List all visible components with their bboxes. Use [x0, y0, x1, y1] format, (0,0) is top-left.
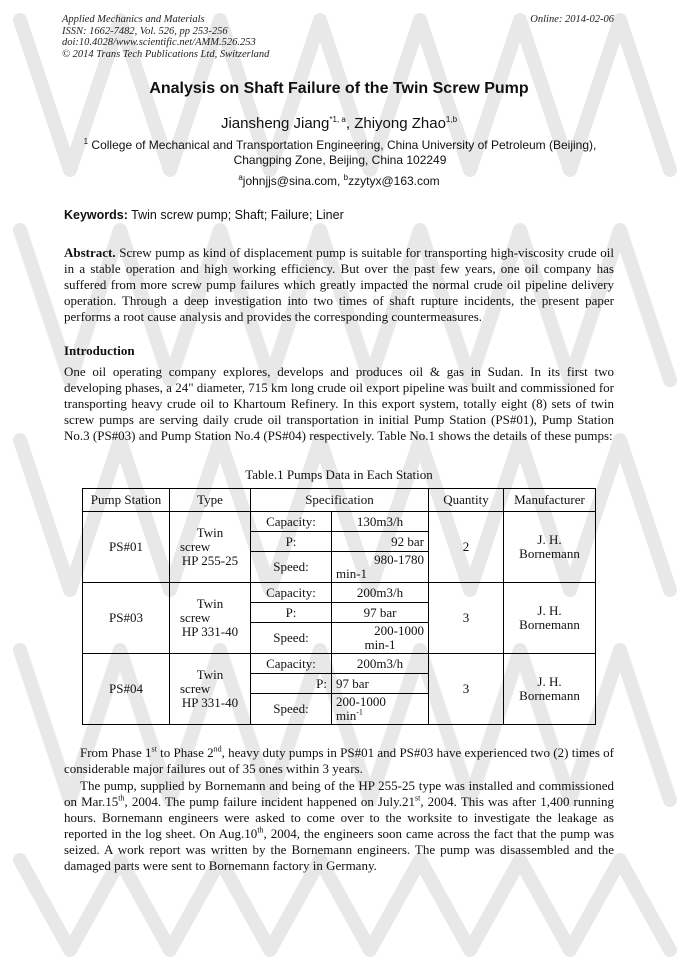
author-1: Jiansheng Jiang — [220, 115, 330, 132]
cell-pressure-label: P: — [251, 532, 332, 552]
cell-manufacturer — [504, 512, 596, 583]
cell-quantity: 3 — [429, 583, 504, 654]
speed-range: 200-1000 — [336, 694, 386, 709]
email-b-marker: b — [343, 173, 349, 182]
text-run: The pump, supplied by Bornemann and being of the HP 255-25 type was installed and commissioned on Mar.15 — [64, 778, 614, 809]
cell-speed-label: Speed: — [251, 552, 332, 583]
cell-pressure-value: 97 bar — [332, 603, 429, 623]
table-header-row — [83, 489, 596, 512]
introduction-paragraph: One oil operating company explores, develops and produces oil & gas in Sudan. In its first two developing phases, a 24" diameter, 715 km long crude oil export pipeline was built and commissioned for transporting heavy crude oil to Khartoum Refinery. In this export system, totally eight (8) sets of twin screw pumps are serving daily crude oil transportation in initial Pump Station (PS#01), Pump Station No.3 (PS#03) and Pump Station No.4 (PS#04) respectively. Table No.1 shows the details of these pumps: — [64, 364, 614, 443]
ordinal-sup: th — [118, 793, 125, 803]
cell-capacity-label: Capacity: — [251, 654, 332, 674]
speed-range: 200-1000 — [374, 623, 424, 638]
manufacturer-line: Bornemann — [519, 546, 580, 561]
journal-copyright: © 2014 Trans Tech Publications Ltd, Switzerland — [62, 48, 270, 60]
cell-pressure-value: 92 bar — [332, 532, 429, 552]
header-manufacturer: Manufacturer — [504, 489, 596, 512]
text-run: , heavy duty pumps in PS#01 and PS#03 have experienced two (2) times of considerable major failures out of 35 ones within 3 years. — [64, 745, 614, 776]
type-line: HP 331-40 — [181, 695, 239, 710]
text-run: , 2004. This was after 1,400 running hours. Bornemann engineers were asked to come over to the worksite to investigate the leakage as reported in the log sheet. On Aug.10 — [64, 794, 614, 841]
paper-title: Analysis on Shaft Failure of the Twin Screw Pump — [149, 80, 529, 97]
speed-unit-sup: -1 — [356, 707, 363, 717]
author-2: Zhiyong Zhao — [354, 115, 446, 132]
text-run: , 2004. The pump failure incident happened on July.21 — [124, 794, 415, 809]
table-row — [83, 654, 596, 674]
ordinal-sup: th — [257, 825, 264, 835]
cell-manufacturer — [504, 583, 596, 654]
pumps-table — [82, 488, 596, 725]
table-caption: Table.1 Pumps Data in Each Station — [245, 467, 433, 482]
email-a: johnjjs@sina.com, — [242, 174, 344, 188]
cell-speed-label: Speed: — [251, 694, 332, 725]
keywords-text: Twin screw pump; Shaft; Failure; Liner — [127, 208, 344, 222]
type-line: Twin — [196, 667, 224, 682]
speed-unit-text: min-1 — [336, 566, 368, 581]
affiliation-marker: 1 — [83, 137, 89, 146]
online-date: Online: 2014-02-06 — [530, 14, 614, 25]
cell-capacity-value: 200m3/h — [332, 654, 429, 674]
email-b: zzytyx@163.com — [348, 174, 440, 188]
cell-capacity-value: 130m3/h — [332, 512, 429, 532]
cell-manufacturer — [504, 654, 596, 725]
ordinal-sup: st — [151, 744, 157, 754]
affiliation-line-2: Changping Zone, Beijing, China 102249 — [233, 153, 447, 167]
cell-pressure-value: 97 bar — [332, 674, 429, 694]
type-line: screw — [180, 539, 211, 554]
cell-station: PS#04 — [83, 654, 170, 725]
speed-unit-text: min-1 — [364, 637, 396, 652]
speed-unit — [336, 567, 424, 581]
author-2-marker: 1,b — [445, 115, 458, 124]
author-list — [0, 115, 678, 132]
type-line: HP 331-40 — [181, 624, 239, 639]
cell-station: PS#03 — [83, 583, 170, 654]
journal-issn: ISSN: 1662-7482, Vol. 526, pp 253-256 — [62, 25, 228, 37]
cell-quantity: 2 — [429, 512, 504, 583]
affiliation — [60, 138, 620, 168]
cell-speed-value — [332, 694, 429, 725]
author-separator: , — [345, 115, 355, 132]
cell-type — [170, 654, 251, 725]
text-run: From Phase 1 — [80, 745, 152, 760]
journal-name: Applied Mechanics and Materials — [62, 14, 205, 25]
keywords-label: Keywords: — [64, 208, 128, 222]
author-emails — [0, 174, 678, 188]
cell-pressure-label: P: — [251, 674, 332, 694]
cell-quantity: 3 — [429, 654, 504, 725]
abstract-label: Abstract. — [64, 245, 116, 260]
manufacturer-line: J. H. — [537, 532, 562, 547]
cell-speed-value — [332, 623, 429, 654]
type-line: HP 255-25 — [181, 553, 239, 568]
manufacturer-line: Bornemann — [519, 688, 580, 703]
section-heading-introduction: Introduction — [64, 343, 135, 358]
manufacturer-line: J. H. — [537, 603, 562, 618]
cell-capacity-label: Capacity: — [251, 512, 332, 532]
table-row — [83, 512, 596, 532]
text-run: to Phase 2 — [156, 745, 214, 760]
journal-header — [62, 14, 269, 60]
journal-doi: doi:10.4028/www.scientific.net/AMM.526.253 — [62, 37, 256, 48]
speed-unit-text: min — [336, 708, 357, 723]
body-paragraph-2 — [64, 778, 614, 874]
cell-pressure-label: P: — [251, 603, 332, 623]
text-run: , 2004, the engineers soon came across the fact that the pump was seized. A work report was written by the Bornemann engineers. The pump was disassembled and the damaged parts were sent to Bornemann factory in Germany. — [64, 826, 615, 873]
header-pump-station: Pump Station — [83, 489, 170, 512]
cell-capacity-label: Capacity: — [251, 583, 332, 603]
header-specification: Specification — [251, 489, 429, 512]
keywords — [64, 208, 344, 222]
header-type: Type — [170, 489, 251, 512]
manufacturer-line: Bornemann — [519, 617, 580, 632]
cell-capacity-value: 200m3/h — [332, 583, 429, 603]
speed-unit — [336, 638, 424, 652]
ordinal-sup: nd — [213, 744, 222, 754]
type-line: Twin — [196, 525, 224, 540]
email-a-marker: a — [238, 173, 243, 182]
author-1-marker: *1, a — [329, 115, 346, 124]
abstract — [64, 245, 614, 325]
speed-unit — [336, 709, 424, 723]
body-paragraph-1 — [64, 745, 614, 777]
cell-type — [170, 583, 251, 654]
ordinal-sup: st — [415, 793, 421, 803]
cell-speed-label: Speed: — [251, 623, 332, 654]
type-line: screw — [180, 681, 211, 696]
manufacturer-line: J. H. — [537, 674, 562, 689]
abstract-text: Screw pump as kind of displacement pump is suitable for transporting high-viscosity crude oil in a stable operation and high working efficiency. But over the past few years, one oil company has suffered from more screw pump failures which greatly impacted the normal crude oil pipeline delivery operation. Through a deep investigation into two times of shaft rupture incidents, the present paper performs a root cause analysis and provides the corresponding countermeasures. — [64, 245, 614, 324]
cell-station: PS#01 — [83, 512, 170, 583]
type-line: screw — [180, 610, 211, 625]
type-line: Twin — [196, 596, 224, 611]
header-quantity: Quantity — [429, 489, 504, 512]
cell-type — [170, 512, 251, 583]
affiliation-line-1: College of Mechanical and Transportation Engineering, China University of Petroleum (Beijing), — [91, 138, 597, 152]
speed-range: 980-1780 — [374, 552, 424, 567]
table-row — [83, 583, 596, 603]
cell-speed-value — [332, 552, 429, 583]
